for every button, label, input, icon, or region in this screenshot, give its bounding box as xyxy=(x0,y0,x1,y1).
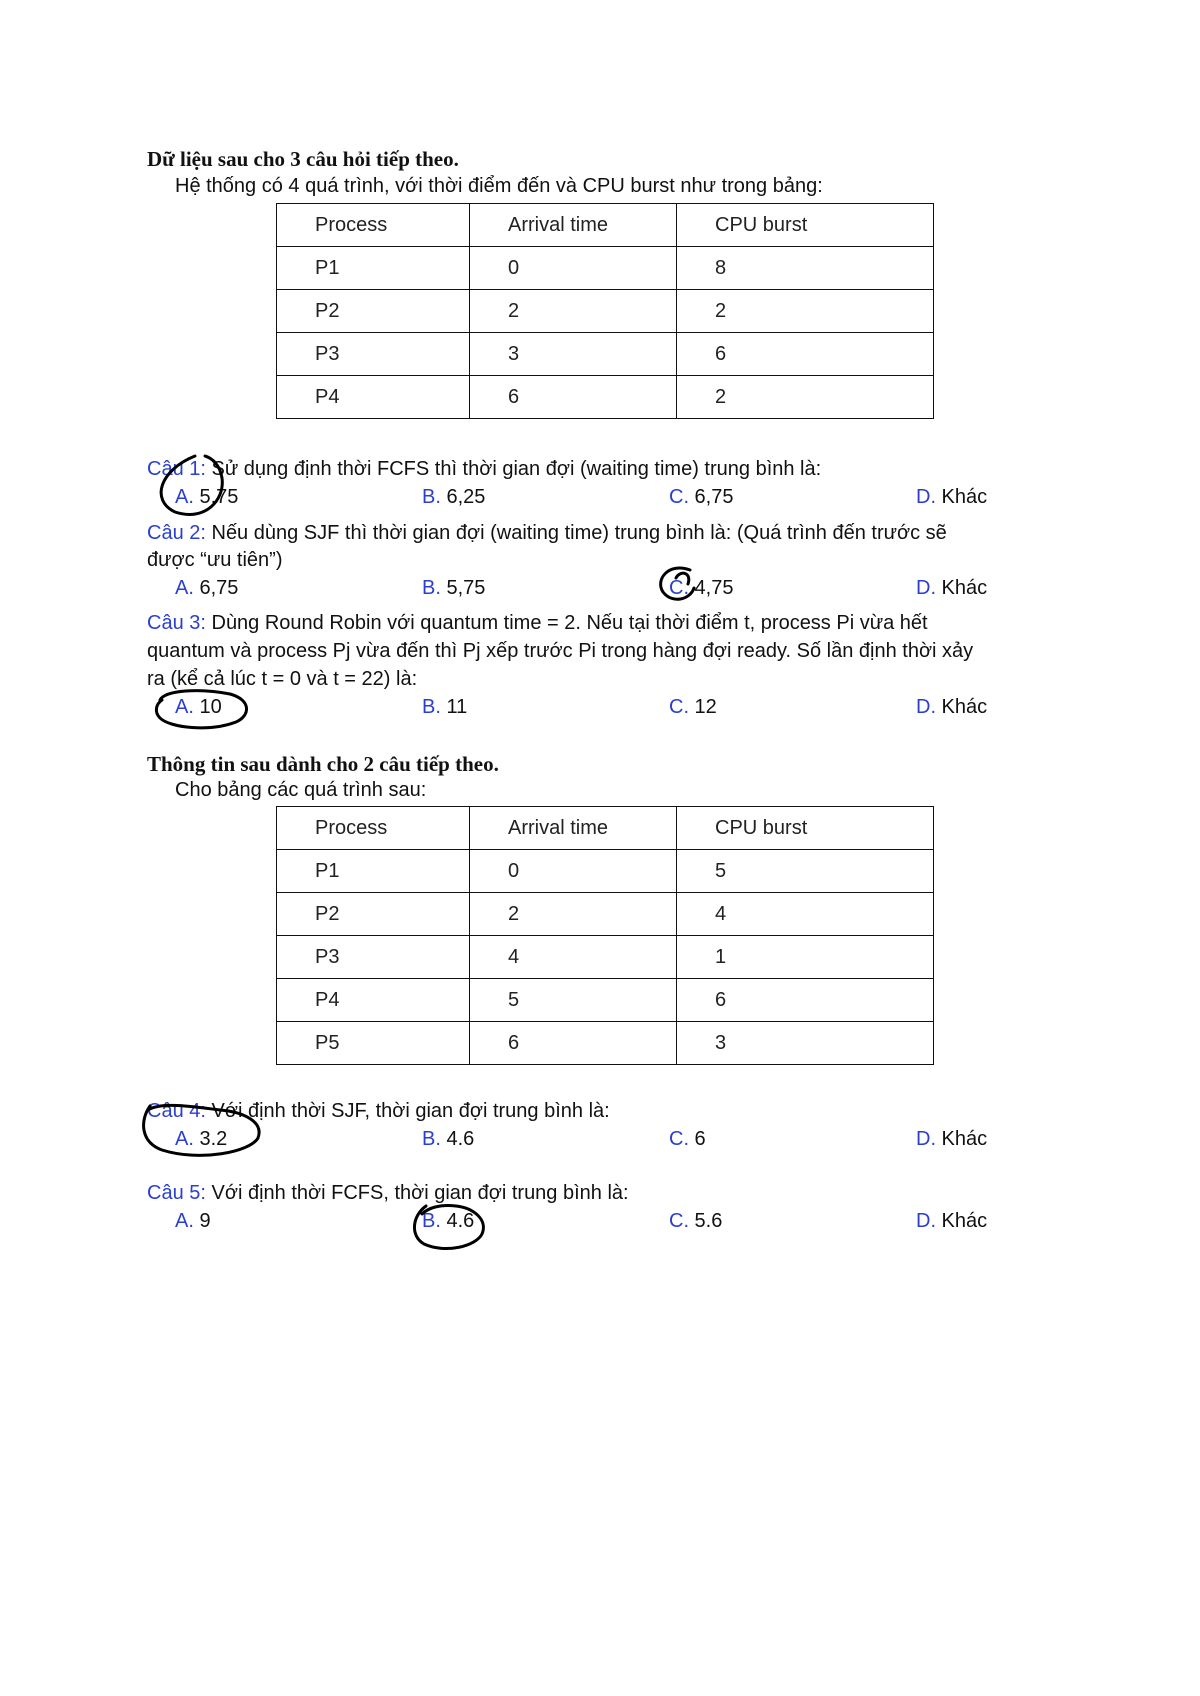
option-letter: A. xyxy=(175,696,194,718)
option-b[interactable] xyxy=(422,696,467,719)
option-c[interactable] xyxy=(669,696,717,719)
table-header-cell: CPU burst xyxy=(677,204,934,247)
option-letter: A. xyxy=(175,1210,194,1232)
option-value: 5,75 xyxy=(440,577,486,599)
table-row xyxy=(277,893,934,936)
question-4 xyxy=(147,1100,610,1123)
option-letter: C. xyxy=(669,577,689,599)
question-3-line2: quantum và process Pj vừa đến thì Pj xếp trước Pi trong hàng đợi ready. Số lần định thời xảy xyxy=(147,640,974,662)
option-value: 10 xyxy=(193,696,222,718)
table-cell: P2 xyxy=(277,290,470,333)
table-row xyxy=(277,979,934,1022)
option-d[interactable] xyxy=(916,577,987,600)
option-letter: D. xyxy=(916,696,936,718)
option-a[interactable] xyxy=(175,1210,211,1233)
question-label: Câu 3: xyxy=(147,612,206,634)
option-value: 11 xyxy=(440,696,468,718)
option-b[interactable] xyxy=(422,577,485,600)
question-text: Với định thời FCFS, thời gian đợi trung bình là: xyxy=(205,1182,629,1204)
process-table-1 xyxy=(276,203,934,419)
question-label: Câu 5: xyxy=(147,1182,206,1204)
question-3 xyxy=(147,612,928,635)
table-cell: P5 xyxy=(277,1022,470,1065)
option-value: 9 xyxy=(193,1210,211,1232)
question-text: Sử dụng định thời FCFS thì thời gian đợi (waiting time) trung bình là: xyxy=(205,458,822,480)
table-cell: 8 xyxy=(677,247,934,290)
option-letter: B. xyxy=(422,577,441,599)
option-letter: C. xyxy=(669,1128,689,1150)
table-cell: 5 xyxy=(677,850,934,893)
question-1 xyxy=(147,458,821,481)
option-value: Khác xyxy=(936,696,988,718)
table-cell: 4 xyxy=(470,936,677,979)
table-row xyxy=(277,850,934,893)
option-letter: B. xyxy=(422,486,441,508)
table-cell: 3 xyxy=(470,333,677,376)
question-2 xyxy=(147,522,947,545)
option-d[interactable] xyxy=(916,486,987,509)
table-cell: 4 xyxy=(677,893,934,936)
option-value: 4.6 xyxy=(440,1128,475,1150)
option-a[interactable] xyxy=(175,1128,227,1151)
process-table-2 xyxy=(276,806,934,1065)
option-d[interactable] xyxy=(916,1128,987,1151)
option-letter: B. xyxy=(422,1128,441,1150)
option-value: Khác xyxy=(936,577,988,599)
table-row xyxy=(277,290,934,333)
table-cell: P3 xyxy=(277,936,470,979)
option-letter: D. xyxy=(916,1210,936,1232)
option-letter: B. xyxy=(422,696,441,718)
option-c[interactable] xyxy=(669,1210,722,1233)
option-letter: A. xyxy=(175,1128,194,1150)
option-value: 12 xyxy=(689,696,717,718)
table-cell: 0 xyxy=(470,850,677,893)
table-cell: 6 xyxy=(470,376,677,419)
option-value: 6,25 xyxy=(440,486,486,508)
table-cell: 2 xyxy=(470,290,677,333)
option-value: Khác xyxy=(936,486,988,508)
section2-heading: Thông tin sau dành cho 2 câu tiếp theo. xyxy=(147,752,499,776)
option-value: 6 xyxy=(689,1128,706,1150)
option-letter: C. xyxy=(669,486,689,508)
option-letter: B. xyxy=(422,1210,441,1232)
table-cell: 2 xyxy=(677,290,934,333)
option-c[interactable] xyxy=(669,1128,706,1151)
question-text: Với định thời SJF, thời gian đợi trung bình là: xyxy=(205,1100,610,1122)
option-c[interactable] xyxy=(669,577,733,600)
section1-intro: Hệ thống có 4 quá trình, với thời điểm đến và CPU burst như trong bảng: xyxy=(175,175,823,197)
table-cell: 6 xyxy=(677,979,934,1022)
table-row xyxy=(277,936,934,979)
table-header-cell: Process xyxy=(277,807,470,850)
option-value: 6,75 xyxy=(193,577,239,599)
table-cell: 2 xyxy=(677,376,934,419)
question-2-line2: được “ưu tiên”) xyxy=(147,549,283,571)
table-cell: P4 xyxy=(277,376,470,419)
table-header-cell: CPU burst xyxy=(677,807,934,850)
table-cell: P1 xyxy=(277,247,470,290)
table-cell: P4 xyxy=(277,979,470,1022)
question-label: Câu 4: xyxy=(147,1100,206,1122)
question-5 xyxy=(147,1182,629,1205)
question-text: Nếu dùng SJF thì thời gian đợi (waiting time) trung bình là: (Quá trình đến trước sẽ xyxy=(205,522,947,544)
table-header-cell: Process xyxy=(277,204,470,247)
option-value: Khác xyxy=(936,1210,988,1232)
option-value: 4.6 xyxy=(440,1210,475,1232)
option-a[interactable] xyxy=(175,486,238,509)
table-header-row xyxy=(277,204,934,247)
section2-intro: Cho bảng các quá trình sau: xyxy=(175,779,427,801)
table-row xyxy=(277,247,934,290)
table-cell: 3 xyxy=(677,1022,934,1065)
option-b[interactable] xyxy=(422,1128,474,1151)
table-cell: P1 xyxy=(277,850,470,893)
option-letter: A. xyxy=(175,577,194,599)
option-c[interactable] xyxy=(669,486,733,509)
table-cell: 6 xyxy=(677,333,934,376)
table-cell: 2 xyxy=(470,893,677,936)
option-value: 5,75 xyxy=(193,486,239,508)
option-d[interactable] xyxy=(916,1210,987,1233)
option-value: 3.2 xyxy=(193,1128,228,1150)
option-d[interactable] xyxy=(916,696,987,719)
table-row xyxy=(277,376,934,419)
option-letter: D. xyxy=(916,1128,936,1150)
question-text: Dùng Round Robin với quantum time = 2. Nếu tại thời điểm t, process Pi vừa hết xyxy=(205,612,928,634)
table-row xyxy=(277,333,934,376)
option-a[interactable] xyxy=(175,696,222,719)
option-b[interactable] xyxy=(422,1210,474,1233)
table-cell: 0 xyxy=(470,247,677,290)
table-cell: P2 xyxy=(277,893,470,936)
table-header-cell: Arrival time xyxy=(470,204,677,247)
question-label: Câu 2: xyxy=(147,522,206,544)
question-3-line3: ra (kể cả lúc t = 0 và t = 22) là: xyxy=(147,668,418,690)
table-cell: 1 xyxy=(677,936,934,979)
option-letter: D. xyxy=(916,486,936,508)
option-value: Khác xyxy=(936,1128,988,1150)
section1-heading: Dữ liệu sau cho 3 câu hỏi tiếp theo. xyxy=(147,147,459,171)
option-letter: C. xyxy=(669,696,689,718)
option-value: 6,75 xyxy=(689,486,734,508)
table-header-cell: Arrival time xyxy=(470,807,677,850)
option-value: 4,75 xyxy=(689,577,734,599)
option-a[interactable] xyxy=(175,577,238,600)
option-letter: A. xyxy=(175,486,194,508)
table-cell: 5 xyxy=(470,979,677,1022)
option-b[interactable] xyxy=(422,486,485,509)
table-header-row xyxy=(277,807,934,850)
option-value: 5.6 xyxy=(689,1210,723,1232)
table-cell: P3 xyxy=(277,333,470,376)
question-label: Câu 1: xyxy=(147,458,206,480)
option-letter: D. xyxy=(916,577,936,599)
option-letter: C. xyxy=(669,1210,689,1232)
table-row xyxy=(277,1022,934,1065)
table-cell: 6 xyxy=(470,1022,677,1065)
